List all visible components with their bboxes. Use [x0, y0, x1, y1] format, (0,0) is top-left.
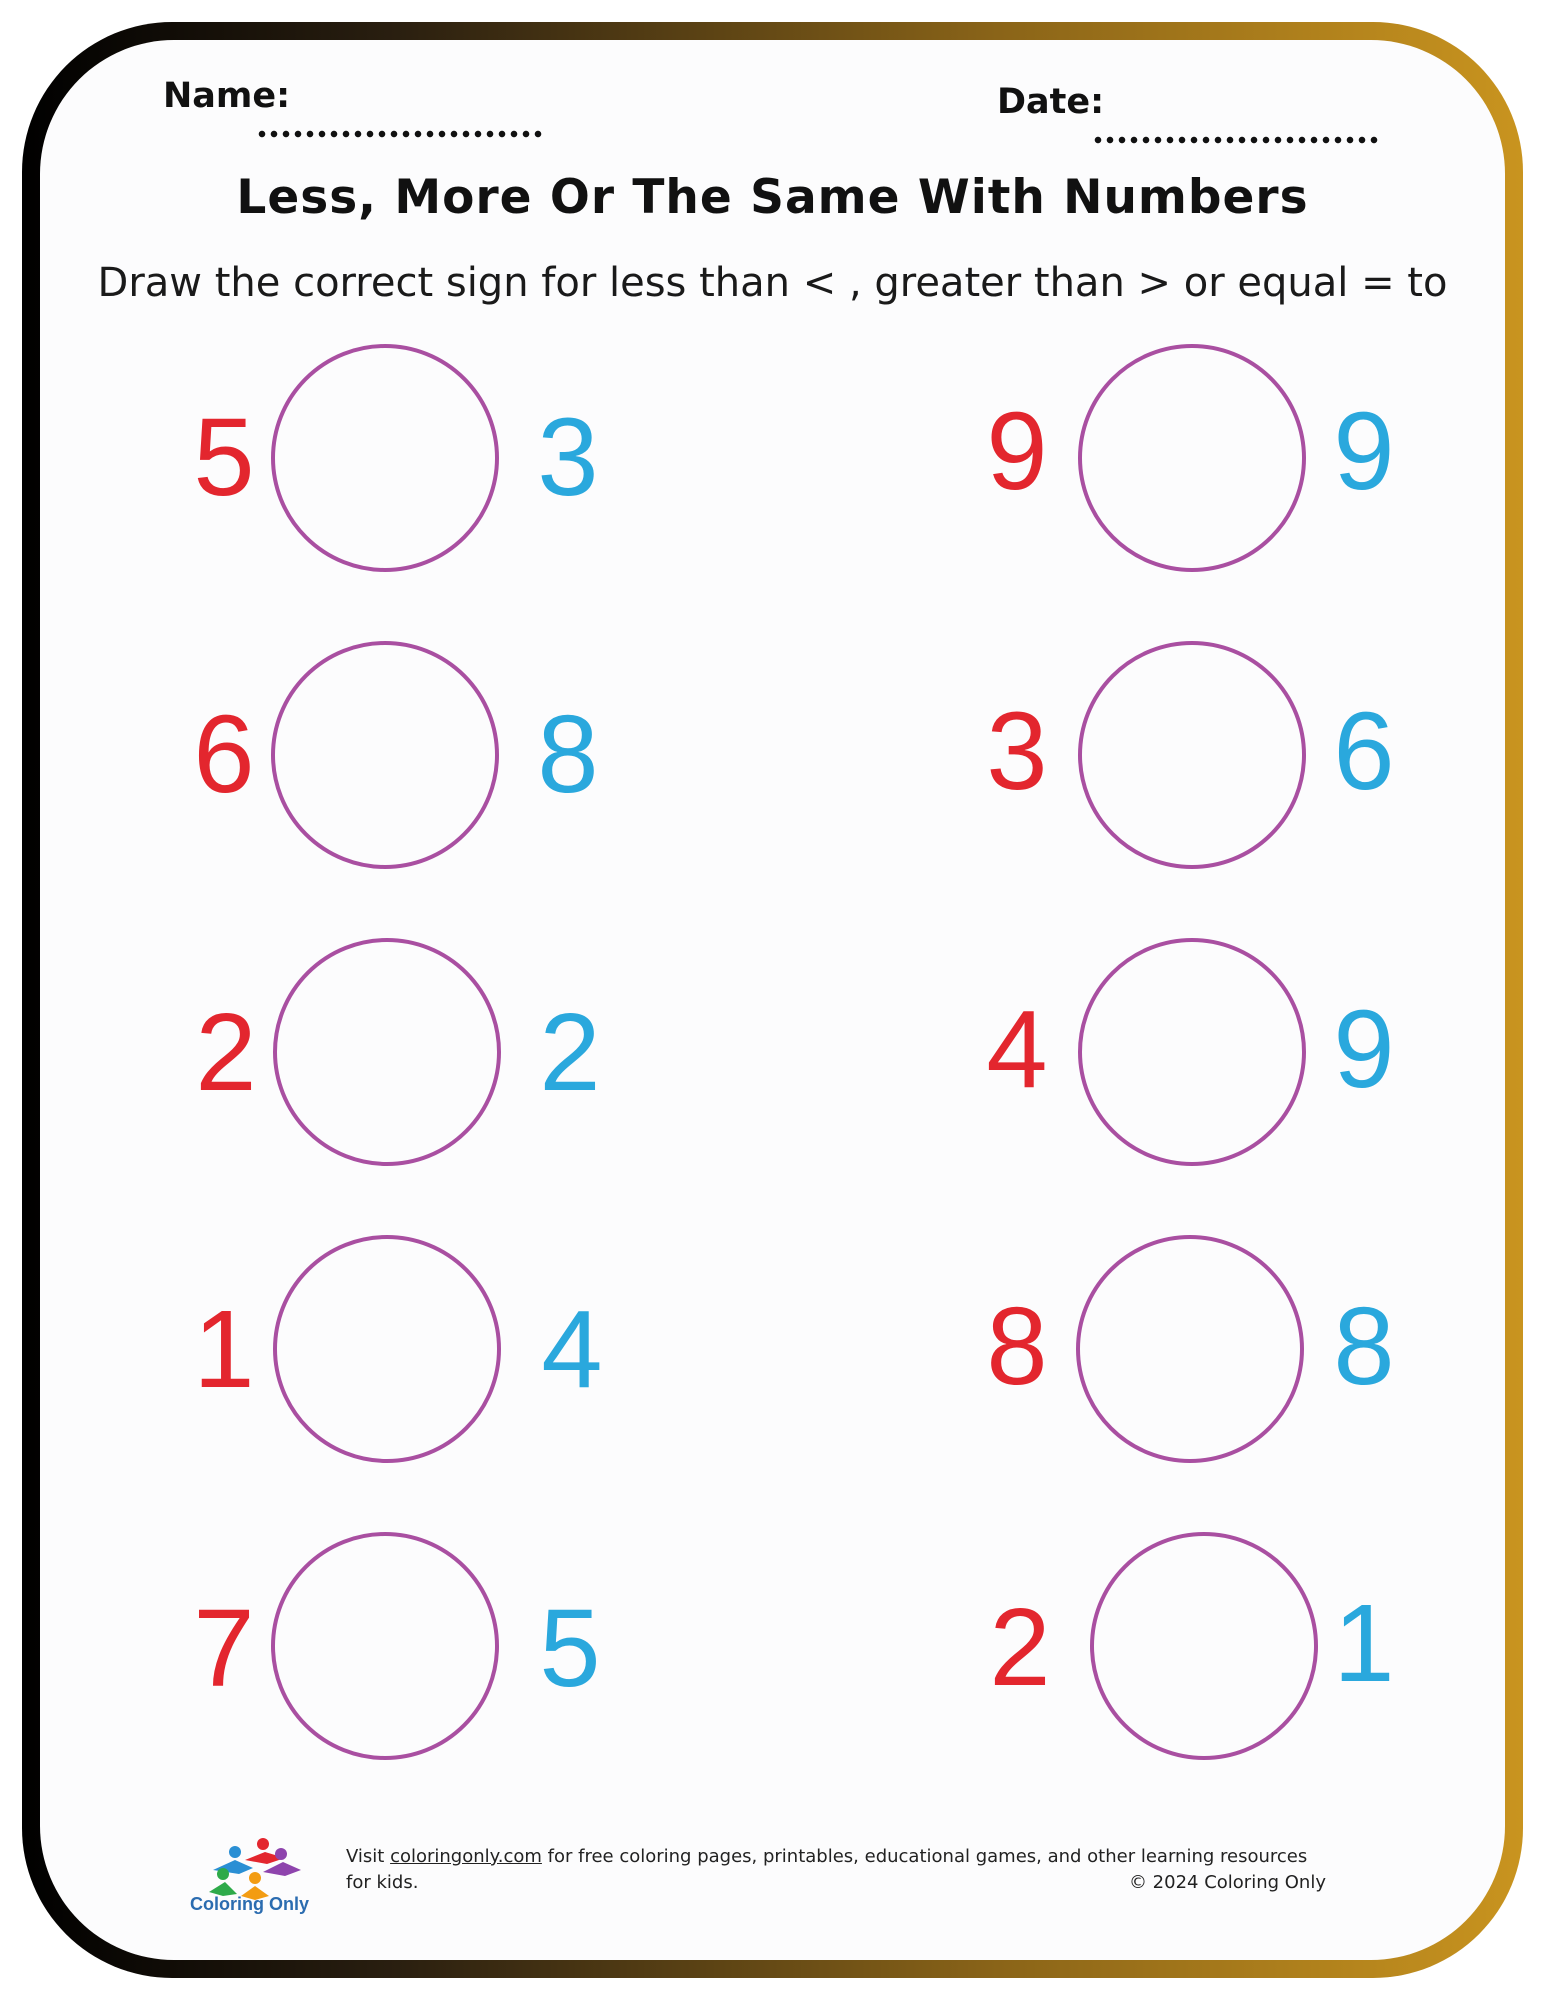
left-number: 4 — [986, 988, 1048, 1111]
answer-circle[interactable] — [1076, 1235, 1304, 1463]
left-number: 3 — [986, 690, 1048, 813]
right-number: 3 — [537, 396, 599, 519]
left-number: 5 — [193, 396, 255, 519]
left-number: 1 — [193, 1288, 255, 1411]
right-number: 5 — [539, 1587, 601, 1710]
answer-circle[interactable] — [273, 938, 501, 1166]
name-field[interactable] — [256, 129, 546, 139]
answer-circle[interactable] — [271, 344, 499, 572]
answer-circle[interactable] — [1090, 1532, 1318, 1760]
answer-circle[interactable] — [1078, 641, 1306, 869]
date-label: Date: — [997, 82, 1105, 122]
copyright: © 2024 Coloring Only — [1128, 1872, 1326, 1893]
answer-circle[interactable] — [1078, 344, 1306, 572]
right-number: 6 — [1333, 690, 1395, 813]
right-number: 8 — [1333, 1285, 1395, 1408]
right-number: 9 — [1333, 988, 1395, 1111]
left-number: 6 — [193, 693, 255, 816]
left-number: 9 — [986, 390, 1048, 513]
answer-circle[interactable] — [273, 1235, 501, 1463]
answer-circle[interactable] — [271, 641, 499, 869]
left-number: 7 — [193, 1587, 255, 1710]
right-number: 8 — [537, 693, 599, 816]
right-number: 2 — [539, 991, 601, 1114]
instructions: Draw the correct sign for less than < , greater than > or equal = to — [97, 260, 1448, 306]
right-number: 1 — [1333, 1582, 1395, 1705]
left-number: 2 — [195, 991, 257, 1114]
name-label: Name: — [163, 76, 291, 116]
footer-visit-suffix: for free coloring pages, printables, educational games, and other learning resources for kids. — [346, 1846, 1308, 1893]
left-number: 2 — [989, 1586, 1051, 1709]
worksheet-title: Less, More Or The Same With Numbers — [236, 170, 1309, 225]
logo-text: Coloring Only — [190, 1894, 309, 1914]
site-link[interactable]: coloringonly.com — [390, 1846, 542, 1867]
date-field[interactable] — [1092, 135, 1382, 145]
left-number: 8 — [986, 1285, 1048, 1408]
answer-circle[interactable] — [1078, 938, 1306, 1166]
answer-circle[interactable] — [271, 1532, 499, 1760]
right-number: 4 — [541, 1288, 603, 1411]
footer-visit-prefix: Visit — [346, 1846, 391, 1867]
right-number: 9 — [1333, 390, 1395, 513]
